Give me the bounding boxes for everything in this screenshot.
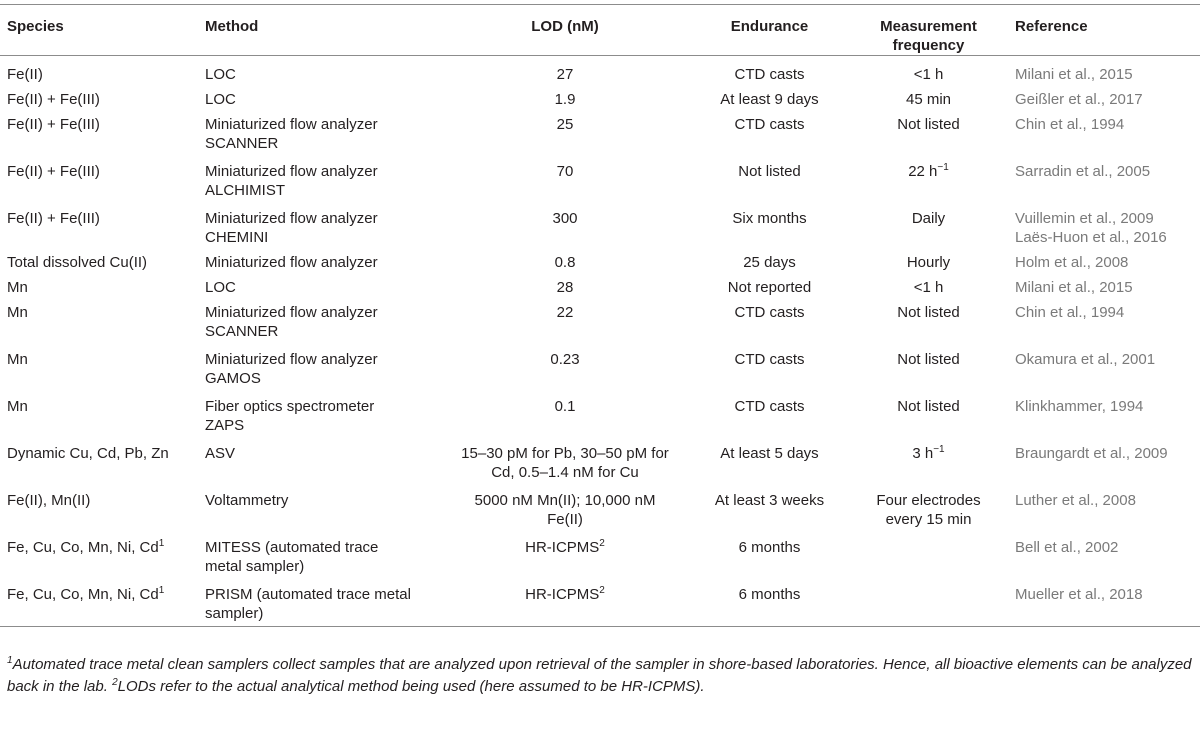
cell-method [199,485,439,532]
cell-method-text: GAMOS [205,370,261,387]
cell-species [0,532,199,579]
cell-species [0,275,199,300]
cell-frequency-text: Four electrodes [876,492,981,509]
cell-frequency-text: 45 min [905,91,952,108]
cell-reference [1009,275,1200,300]
cell-method [199,112,439,156]
cell-species-text: Mn [7,279,28,296]
cell-endurance [691,250,848,275]
cell-species-text: Dynamic Cu, Cd, Pb, Zn [7,445,169,462]
cell-reference [1009,203,1200,250]
cell-lod-text: Cd, 0.5–1.4 nM for Cu [491,464,639,481]
cell-endurance [691,344,848,391]
cell-method-text: CHEMINI [205,229,269,246]
cell-lod [439,532,691,579]
cell-endurance [691,112,848,156]
cell-method-text: Miniaturized flow analyzer [205,351,378,368]
cell-method [199,56,439,88]
cell-frequency-text: Daily [911,210,946,227]
cell-frequency-text: <1 h [913,279,944,296]
cell-lod [439,275,691,300]
cell-method-text: MITESS (automated trace [205,539,379,556]
cell-lod-text: 22 [556,304,574,321]
header-frequency-line1: Measurement [880,18,977,35]
cell-method-text: LOC [205,279,236,296]
cell-lod-text: 1.9 [554,91,576,108]
cell-method-text: ASV [205,445,236,462]
cell-lod-text: 70 [556,163,574,180]
cell-method [199,156,439,203]
cell-species [0,391,199,438]
cell-frequency-text: Hourly [906,254,951,271]
header-method: Method [205,18,259,35]
cell-lod-text: 28 [556,279,574,296]
cell-endurance-text: 25 days [743,254,796,271]
cell-method-text: metal sampler) [205,558,305,575]
cell-lod [439,485,691,532]
cell-endurance [691,438,848,485]
cell-reference-text: Braungardt et al., 2009 [1015,445,1168,462]
cell-lod-text: 5000 nM Mn(II); 10,000 nM [474,492,656,509]
header-species: Species [7,18,64,35]
cell-reference-text: Milani et al., 2015 [1015,279,1133,296]
table-row [0,112,1200,156]
cell-frequency [848,275,1009,300]
cell-reference [1009,300,1200,344]
cell-method-text: Voltammetry [205,492,289,509]
cell-reference [1009,485,1200,532]
cell-species [0,250,199,275]
cell-lod [439,203,691,250]
cell-lod-text: Fe(II) [547,511,583,528]
cell-frequency-superscript: −1 [933,444,945,455]
cell-species [0,438,199,485]
cell-frequency [848,156,1009,203]
cell-method-text: Fiber optics spectrometer [205,398,375,415]
cell-endurance-text: At least 9 days [720,91,819,108]
table-row [0,275,1200,300]
table-row [0,485,1200,532]
cell-method [199,275,439,300]
cell-reference-text: Okamura et al., 2001 [1015,351,1156,368]
cell-species-superscript: 1 [158,585,165,596]
cell-endurance-text: CTD casts [734,116,805,133]
header-endurance: Endurance [730,18,809,35]
cell-species-text: Fe(II) [7,66,43,83]
cell-frequency [848,485,1009,532]
cell-reference-text: Luther et al., 2008 [1015,492,1136,509]
cell-species [0,156,199,203]
cell-endurance [691,275,848,300]
cell-endurance [691,56,848,88]
table-row [0,438,1200,485]
cell-method-text: PRISM (automated trace metal [205,586,411,603]
cell-lod-text: 300 [552,210,578,227]
cell-reference-text: Geißler et al., 2017 [1015,91,1143,108]
data-table [0,4,1200,627]
cell-endurance-text: CTD casts [734,398,805,415]
cell-method [199,438,439,485]
header-lod: LOD (nM) [531,18,599,35]
cell-frequency [848,112,1009,156]
cell-reference-text: Chin et al., 1994 [1015,116,1125,133]
cell-species-text: Mn [7,398,28,415]
cell-species-text: Fe(II) + Fe(III) [7,116,100,133]
footnote-mark-2: 2 [112,677,118,688]
cell-species [0,112,199,156]
cell-lod-text: 0.23 [550,351,580,368]
cell-endurance [691,485,848,532]
cell-lod-text: 0.1 [554,398,576,415]
cell-endurance-text: CTD casts [734,66,805,83]
cell-method [199,300,439,344]
cell-method-text: SCANNER [205,323,279,340]
cell-reference [1009,87,1200,112]
cell-lod-superscript: 2 [599,538,605,549]
cell-method-text: ZAPS [205,417,245,434]
cell-frequency-text: Not listed [897,351,960,368]
cell-species-text: Fe(II) + Fe(III) [7,163,100,180]
cell-lod-superscript: 2 [599,585,605,596]
cell-reference [1009,56,1200,88]
cell-species [0,300,199,344]
table-row [0,156,1200,203]
cell-species-text: Fe(II) + Fe(III) [7,210,100,227]
cell-frequency-text: <1 h [913,66,944,83]
cell-species-text: Mn [7,304,28,321]
cell-endurance-text: At least 3 weeks [714,492,825,509]
cell-method-text: Miniaturized flow analyzer [205,210,378,227]
cell-method-text: LOC [205,66,236,83]
cell-endurance-text: Six months [732,210,807,227]
cell-endurance [691,203,848,250]
cell-lod-text: 0.8 [554,254,576,271]
cell-reference-text: Chin et al., 1994 [1015,304,1125,321]
cell-reference-text: Klinkhammer, 1994 [1015,398,1144,415]
cell-reference [1009,112,1200,156]
cell-frequency-text: every 15 min [885,511,972,528]
header-reference: Reference [1015,18,1088,35]
cell-lod [439,87,691,112]
cell-lod-text: HR-ICPMS [525,539,600,556]
cell-reference [1009,156,1200,203]
cell-endurance [691,532,848,579]
cell-frequency-text: 3 h [912,445,934,462]
cell-frequency [848,300,1009,344]
cell-reference-text: Vuillemin et al., 2009 [1015,210,1154,227]
cell-method-text: LOC [205,91,236,108]
cell-lod [439,112,691,156]
cell-frequency-text: 22 h [908,163,938,180]
cell-frequency [848,344,1009,391]
cell-method-text: Miniaturized flow analyzer [205,304,378,321]
cell-lod [439,391,691,438]
cell-method-text: Miniaturized flow analyzer [205,163,378,180]
cell-method [199,579,439,627]
cell-lod [439,579,691,627]
table-row [0,532,1200,579]
cell-endurance [691,391,848,438]
cell-species-text: Fe, Cu, Co, Mn, Ni, Cd [7,539,159,556]
cell-reference [1009,250,1200,275]
cell-frequency [848,250,1009,275]
cell-species [0,203,199,250]
cell-lod [439,300,691,344]
cell-frequency [848,532,1009,579]
cell-reference-text: Sarradin et al., 2005 [1015,163,1151,180]
cell-frequency [848,391,1009,438]
cell-frequency [848,87,1009,112]
cell-method-text: SCANNER [205,135,279,152]
cell-endurance-text: Not listed [738,163,801,180]
cell-endurance [691,300,848,344]
cell-species-text: Fe(II) + Fe(III) [7,91,100,108]
cell-method-text: sampler) [205,605,264,622]
cell-species [0,344,199,391]
cell-endurance [691,156,848,203]
cell-species [0,87,199,112]
cell-frequency-text: Not listed [897,304,960,321]
cell-endurance-text: CTD casts [734,304,805,321]
table-row [0,391,1200,438]
cell-species-text: Fe, Cu, Co, Mn, Ni, Cd [7,586,159,603]
cell-method [199,532,439,579]
cell-endurance-text: 6 months [738,539,801,556]
table-row [0,250,1200,275]
cell-method [199,250,439,275]
cell-frequency [848,56,1009,88]
table-footnote [7,654,1193,698]
cell-species-text: Mn [7,351,28,368]
cell-lod-text: 15–30 pM for Pb, 30–50 pM for [461,445,669,462]
cell-frequency-text: Not listed [897,398,960,415]
cell-reference-text: Laës-Huon et al., 2016 [1015,229,1167,246]
cell-reference [1009,579,1200,627]
table-row [0,203,1200,250]
cell-reference [1009,438,1200,485]
cell-frequency [848,203,1009,250]
cell-endurance [691,87,848,112]
cell-lod [439,56,691,88]
cell-reference [1009,344,1200,391]
table-row [0,300,1200,344]
cell-lod-text: HR-ICPMS [525,586,600,603]
cell-method [199,203,439,250]
cell-reference-text: Bell et al., 2002 [1015,539,1119,556]
cell-method-text: ALCHIMIST [205,182,286,199]
table-body [0,56,1200,627]
table-row [0,579,1200,627]
cell-reference [1009,391,1200,438]
footnote-mark-1: 1 [7,655,13,666]
cell-species [0,579,199,627]
cell-reference-text: Milani et al., 2015 [1015,66,1133,83]
cell-lod [439,344,691,391]
cell-lod [439,438,691,485]
cell-lod [439,156,691,203]
cell-endurance-text: CTD casts [734,351,805,368]
cell-method [199,391,439,438]
cell-endurance-text: Not reported [727,279,812,296]
header-frequency-line2: frequency [892,37,965,54]
cell-frequency-superscript: −1 [937,162,949,173]
cell-lod-text: 25 [556,116,574,133]
cell-endurance-text: 6 months [738,586,801,603]
cell-method-text: Miniaturized flow analyzer [205,116,378,133]
table-header [0,5,1200,56]
cell-endurance-text: At least 5 days [720,445,819,462]
header-frequency [848,5,1009,56]
cell-reference-text: Mueller et al., 2018 [1015,586,1143,603]
cell-frequency [848,438,1009,485]
cell-frequency-text: Not listed [897,116,960,133]
header-row [0,5,1200,56]
cell-species-text: Fe(II), Mn(II) [7,492,91,509]
cell-reference-text: Holm et al., 2008 [1015,254,1129,271]
table-row [0,87,1200,112]
footnote-text-2: LODs refer to the actual analytical method being used (here assumed to be HR-ICPMS). [117,678,705,695]
cell-method-text: Miniaturized flow analyzer [205,254,378,271]
cell-frequency [848,579,1009,627]
cell-species-superscript: 1 [158,538,165,549]
cell-lod-text: 27 [556,66,574,83]
cell-species [0,56,199,88]
cell-method [199,344,439,391]
cell-endurance [691,579,848,627]
table-row [0,56,1200,88]
footnote-text-1: Automated trace metal clean samplers collect samples that are analyzed upon retrieval of the sampler in shore-based laboratories. Hence, all bioactive elements can be analyzed back in the lab. [7,656,1192,695]
cell-lod [439,250,691,275]
cell-species [0,485,199,532]
cell-method [199,87,439,112]
table-row [0,344,1200,391]
cell-reference [1009,532,1200,579]
data-table-container [0,4,1200,627]
cell-species-text: Total dissolved Cu(II) [7,254,148,271]
